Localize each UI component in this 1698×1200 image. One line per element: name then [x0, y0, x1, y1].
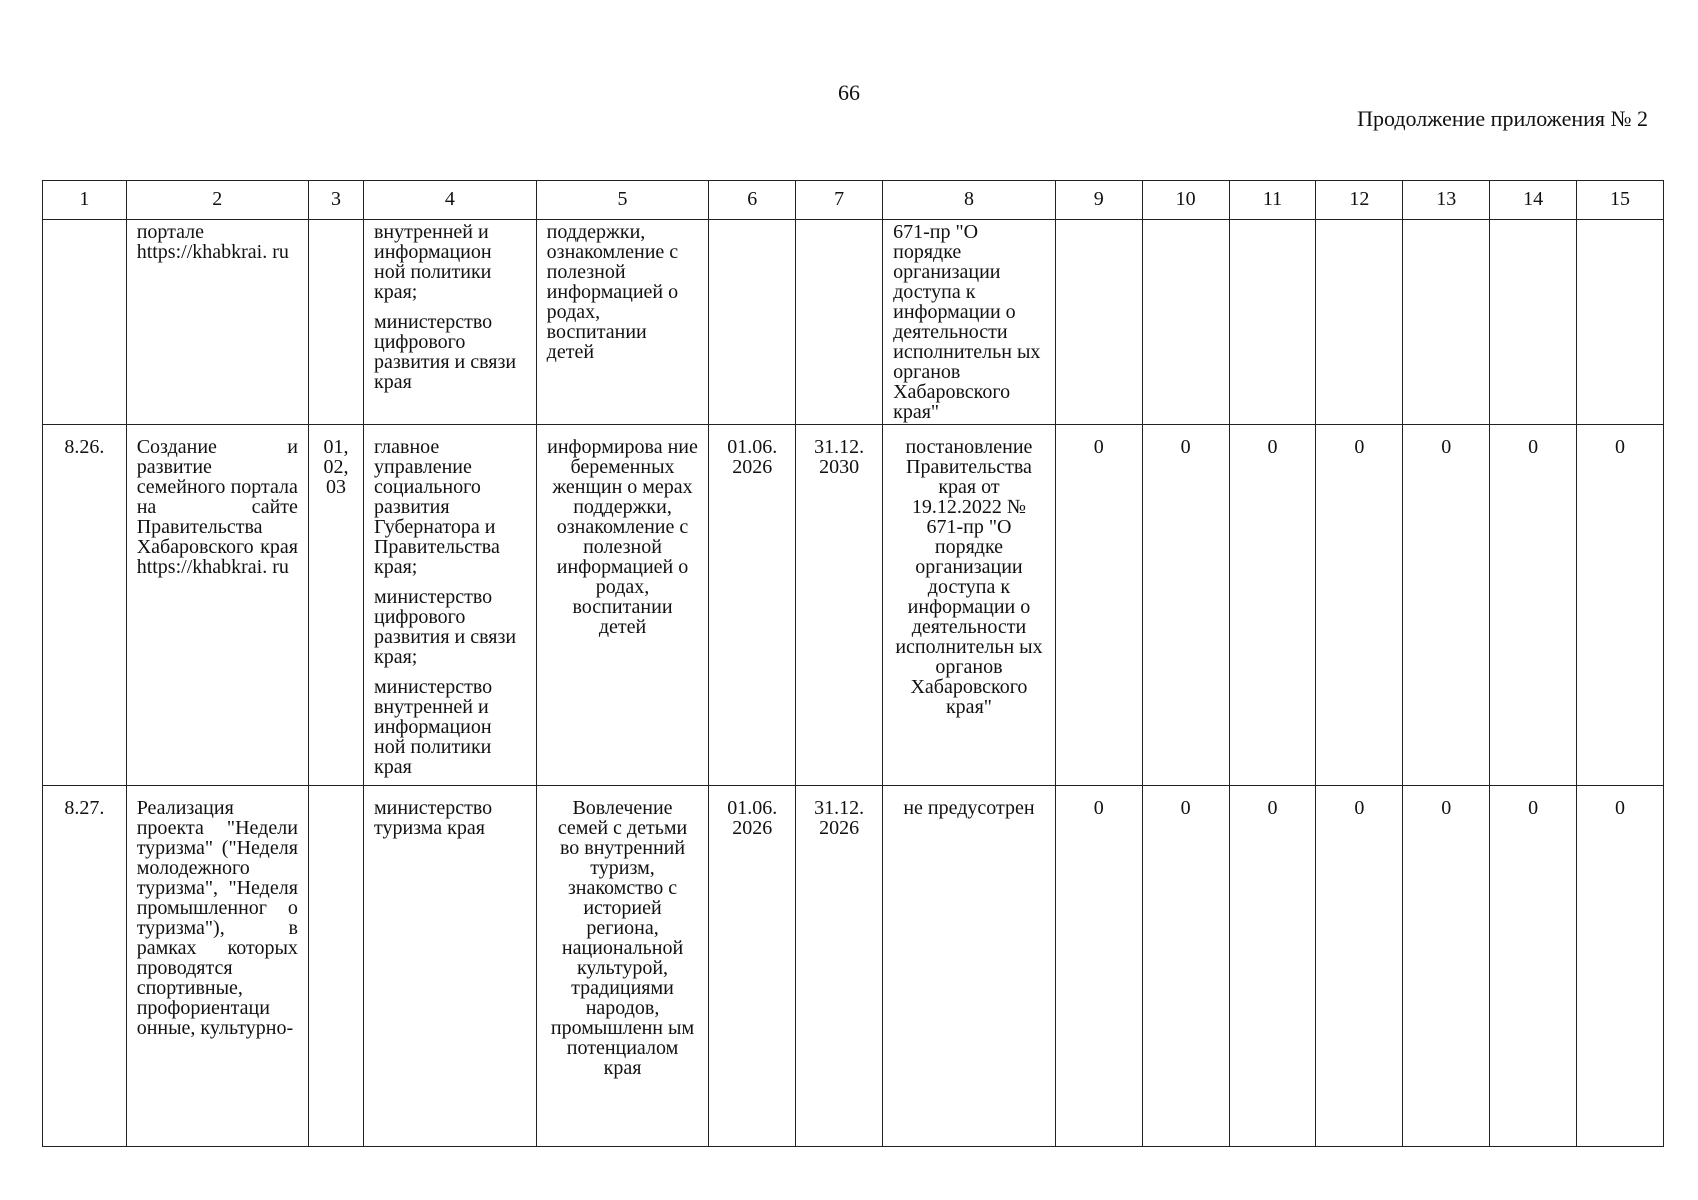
executor: министерство цифрового развития и связи края;	[373, 586, 517, 668]
column-header: 2	[126, 181, 308, 220]
column-header: 13	[1403, 181, 1490, 220]
value-cell: 0	[1490, 786, 1577, 1147]
value-cell: 0	[1316, 786, 1403, 1147]
value-cell	[1490, 220, 1577, 425]
appendix-label: Продолжение приложения № 2	[1357, 106, 1648, 131]
value-cell	[1403, 220, 1490, 425]
start-date	[709, 220, 796, 425]
column-header: 4	[363, 181, 536, 220]
end-date: 31.12. 2026	[796, 786, 883, 1147]
executors	[363, 786, 536, 1147]
start-date: 01.06. 2026	[709, 786, 796, 1147]
value-cell	[1316, 220, 1403, 425]
item-number	[43, 220, 127, 425]
column-header: 3	[308, 181, 363, 220]
value-cell	[1055, 220, 1142, 425]
executor: главное управление социального развития Губернатора и Правительства края;	[373, 436, 500, 578]
table-row	[43, 425, 1664, 786]
task-code	[308, 786, 363, 1147]
legal-basis: не предусотрен	[883, 786, 1056, 1147]
value-cell: 0	[1577, 786, 1664, 1147]
value-cell	[1577, 220, 1664, 425]
value-cell: 0	[1490, 425, 1577, 786]
column-header: 11	[1229, 181, 1316, 220]
activities-table	[42, 180, 1664, 1147]
executor: министерство внутренней и информацион ной политики края	[373, 676, 493, 778]
start-date: 01.06. 2026	[709, 425, 796, 786]
value-cell: 0	[1403, 425, 1490, 786]
end-date: 31.12. 2030	[796, 425, 883, 786]
legal-basis: 671-пр "О порядке организации доступа к информации о деятельности исполнительн ых органов Хабаровского края"	[883, 220, 1056, 425]
column-number-row	[43, 181, 1664, 220]
activity-name: Реализация проекта "Недели туризма" ("Неделя молодежного туризма", "Неделя промышленног о туризма"), в рамках которых проводятся спортивные, профориентаци онные, культурно-	[126, 786, 308, 1147]
end-date	[796, 220, 883, 425]
value-cell: 0	[1577, 425, 1664, 786]
page-number: 66	[838, 80, 860, 105]
value-cell	[1142, 220, 1229, 425]
item-number: 8.26.	[43, 425, 127, 786]
activity-name: Создание и развитие семейного портала на сайте Правительства Хабаровского края https://khabkrai. ru	[126, 425, 308, 786]
value-cell: 0	[1142, 425, 1229, 786]
executor: внутренней и информацион ной политики края;	[373, 221, 492, 303]
activity-name: портале https://khabkrai. ru	[126, 220, 308, 425]
executor: министерство цифрового развития и связи края	[373, 311, 517, 393]
task-code: 01, 02, 03	[308, 425, 363, 786]
column-header: 14	[1490, 181, 1577, 220]
executor: министерство туризма края	[373, 797, 493, 839]
expected-result: поддержки, ознакомление с полезной информацией о родах, воспитании детей	[536, 220, 709, 425]
value-cell: 0	[1403, 786, 1490, 1147]
value-cell: 0	[1142, 786, 1229, 1147]
column-header: 8	[883, 181, 1056, 220]
value-cell	[1229, 220, 1316, 425]
executors	[363, 220, 536, 425]
table-row	[43, 786, 1664, 1147]
item-number: 8.27.	[43, 786, 127, 1147]
column-header: 5	[536, 181, 709, 220]
column-header: 7	[796, 181, 883, 220]
value-cell: 0	[1055, 786, 1142, 1147]
value-cell: 0	[1055, 425, 1142, 786]
value-cell: 0	[1229, 425, 1316, 786]
column-header: 15	[1577, 181, 1664, 220]
table-row	[43, 220, 1664, 425]
column-header: 10	[1142, 181, 1229, 220]
column-header: 6	[709, 181, 796, 220]
column-header: 9	[1055, 181, 1142, 220]
value-cell: 0	[1229, 786, 1316, 1147]
legal-basis: постановление Правительства края от 19.12.2022 № 671-пр "О порядке организации доступа к информации о деятельности исполнительн ых органов Хабаровского края"	[883, 425, 1056, 786]
value-cell: 0	[1316, 425, 1403, 786]
column-header: 12	[1316, 181, 1403, 220]
expected-result: Вовлечение семей с детьми во внутренний туризм, знакомство с историей региона, национальной культурой, традициями народов, промышленн ым потенциалом края	[536, 786, 709, 1147]
expected-result: информирова ние беременных женщин о мерах поддержки, ознакомление с полезной информацией о родах, воспитании детей	[536, 425, 709, 786]
task-code	[308, 220, 363, 425]
column-header: 1	[43, 181, 127, 220]
executors	[363, 425, 536, 786]
